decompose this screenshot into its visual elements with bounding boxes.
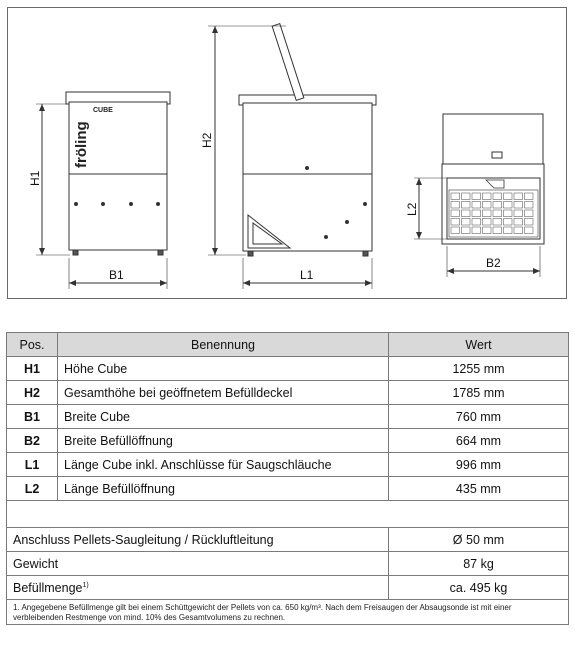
spacer-row [7, 501, 569, 528]
table-row [7, 528, 569, 552]
spec-table [6, 332, 569, 625]
row-pos: B2 [7, 429, 58, 453]
row-name: Höhe Cube [58, 357, 389, 381]
footnote-row [7, 600, 569, 625]
row-value: 87 kg [389, 552, 569, 576]
dim-label-b2: B2 [486, 256, 501, 270]
dim-label-h1: H1 [28, 170, 42, 186]
header-name: Benennung [58, 333, 389, 357]
row-value: ca. 495 kg [389, 576, 569, 600]
row-value: 664 mm [389, 429, 569, 453]
row-name: Breite Befüllöffnung [58, 429, 389, 453]
dim-label-b1: B1 [109, 268, 124, 282]
brand-text: fröling [73, 121, 90, 168]
row-value: 1255 mm [389, 357, 569, 381]
row-value: Ø 50 mm [389, 528, 569, 552]
dim-label-h2: H2 [200, 132, 214, 148]
dim-label-l1: L1 [300, 268, 314, 282]
spacer-cell [7, 501, 569, 528]
row-pos: L2 [7, 477, 58, 501]
table-row [7, 357, 569, 381]
row-name: Länge Cube inkl. Anschlüsse für Saugschläuche [58, 453, 389, 477]
table-row [7, 552, 569, 576]
row-pos: B1 [7, 405, 58, 429]
dimension-drawing [8, 8, 568, 300]
row-name: Breite Cube [58, 405, 389, 429]
row-value: 760 mm [389, 405, 569, 429]
row-name [7, 576, 389, 600]
front-view [66, 92, 170, 255]
row-pos: L1 [7, 453, 58, 477]
footnote-marker: 1) [82, 581, 89, 589]
row-pos: H2 [7, 381, 58, 405]
table-row [7, 453, 569, 477]
row-name: Anschluss Pellets-Saugleitung / Rückluftleitung [7, 528, 389, 552]
table-header-row [7, 333, 569, 357]
footnote: 1. Angegebene Befüllmenge gilt bei einem Schüttgewicht der Pellets von ca. 650 kg/m³. Nach dem Freisaugen der Absaugsonde ist mit einer verbleibenden Restmenge von mind. 10% des Gesamtvolumens zu rechnen. [7, 600, 569, 625]
model-text: CUBE [93, 107, 113, 114]
table-row [7, 429, 569, 453]
dim-label-l2: L2 [405, 202, 419, 216]
table-row [7, 381, 569, 405]
side-view [239, 24, 376, 256]
row-name: Gewicht [7, 552, 389, 576]
row-pos: H1 [7, 357, 58, 381]
row-name-text: Befüllmenge [13, 580, 83, 595]
table-row [7, 405, 569, 429]
table-row [7, 477, 569, 501]
table-row [7, 576, 569, 600]
row-value: 1785 mm [389, 381, 569, 405]
header-value: Wert [389, 333, 569, 357]
row-value: 435 mm [389, 477, 569, 501]
row-name: Gesamthöhe bei geöffnetem Befülldeckel [58, 381, 389, 405]
header-pos: Pos. [7, 333, 58, 357]
row-name: Länge Befüllöffnung [58, 477, 389, 501]
row-value: 996 mm [389, 453, 569, 477]
technical-drawing [7, 7, 567, 299]
